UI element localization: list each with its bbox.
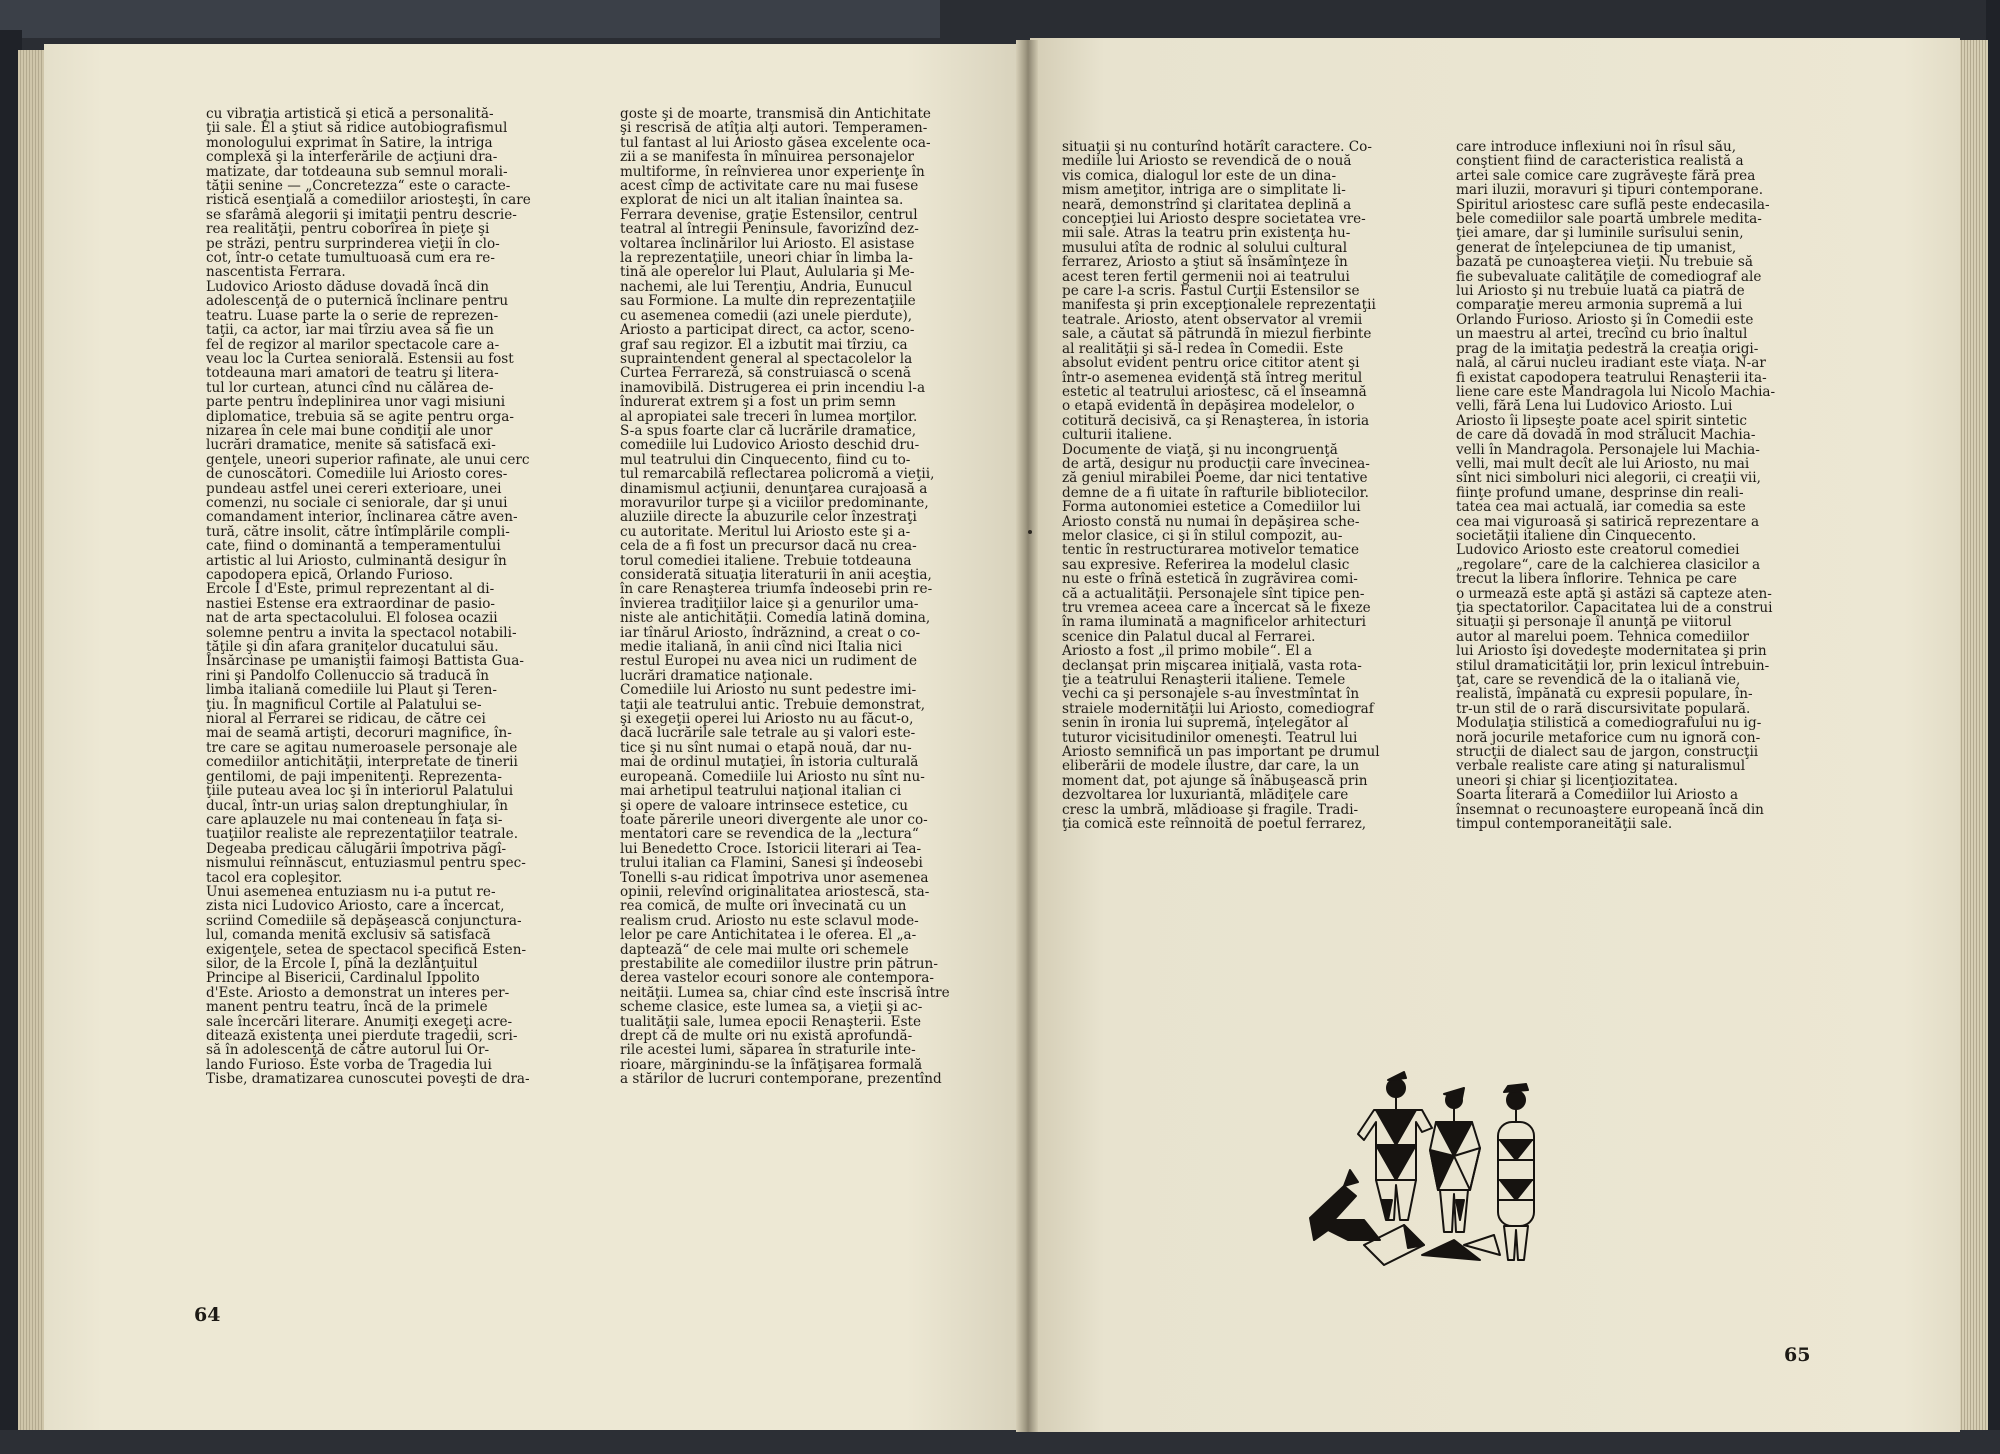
right-page-edges xyxy=(1958,40,1988,1430)
right-page-number: 65 xyxy=(1784,1344,1811,1366)
left-page-column-1: cu vibraţia artistică şi etică a personalită- ţii sale. El a ştiut să ridice autobiografismul monologului exprimat în Satire, la intriga complexă şi la interferările de acţiuni dra- matizate, dar totdeauna sub semnul morali- tăţii senine — „Concretezza“ este o caracte- ristică esenţială a comediilor ariosteşti, în care se sfarâmă alegorii şi imitaţii pentru descrie- rea realităţii, pentru coborîrea în pieţe şi pe străzi, pentru surprinderea vieţii în clo- cot, într-o cetate tumultuoasă cum era re- nascentista Ferrara. Ludovico Ariosto dăduse dovadă încă din adolescenţă de o puternică înclinare pentru teatru. Luase parte la o serie de reprezen- taţii, ca actor, iar mai tîrziu avea să fie un fel de regizor al marilor spectacole care a- veau loc la Curtea seniorală. Estensii au fost totdeauna mari amatori de teatru şi litera- tul lor curtean, atunci cînd nu călărea de- parte pentru îndeplinirea unor vagi misiuni diplomatice, trebuia să se agite pentru orga- nizarea în cele mai bune condiţii ale unor lucrări dramatice, menite să satisfacă exi- genţele, uneori superior rafinate, ale unui cerc de cunoscători. Comediile lui Ariosto cores- pundeau astfel unei cereri exterioare, unei comenzi, nu sociale ci seniorale, dar şi unui comandament interior, înclinarea către aven- tură, către insolit, către întîmplările compli- cate, fiind o dominantă a temperamentului artistic al lui Ariosto, culminantă desigur în capodopera epică, Orlando Furioso. Ercole I d'Este, primul reprezentant al di- nastiei Estense era extraordinar de pasio- nat de arta spectacolului. El folosea ocazii solemne pentru a invita la spectacol notabili- tăţile şi din afara graniţelor ducatului său. Însărcinase pe umaniştii faimoşi Battista Gua- rini şi Pandolfo Collenuccio să traducă în limba italiană comediile lui Plaut şi Teren- ţiu. În magnificul Cortile al Palatului se- nioral al Ferrarei se ridicau, de către cei mai de seamă artişti, decoruri magnifice, în- tre care se agitau numeroasele personaje ale comediilor antichităţii, interpretate de tinerii gentilomi, de paji impenitenţi. Reprezenta- ţiile puteau avea loc şi în interiorul Palatului ducal, într-un uriaş salon dreptunghiular, în care aplauzele nu mai conteneau în faţa si- tuaţiilor realiste ale reprezentaţiilor teatrale. Degeaba predicau călugării împotriva păgî- nismului reînnăscut, entuziasmul pentru spec- tacol era copleşitor. Unui asemenea entuziasm nu i-a putut re- zista nici Ludovico Ariosto, care a încercat, scriind Comediile să depăşească conjunctura- lul, comanda menită exclusiv să satisfacă exigenţele, setea de spectacol specifică Esten- silor, de la Ercole I, pînă la dezlănţuitul Principe al Bisericii, Cardinalul Ippolito d'Este. Ariosto a demonstrat un interes per- manent pentru teatru, încă de la primele sale încercări literare. Anumiţi exegeţi acre- ditează existenţa unei pierdute tragedii, scri- să în adolescenţă de către autorul lui Or- lando Furioso. Este vorba de Tragedia lui Tisbe, dramatizarea cunoscutei poveşti de dra- xyxy=(206,106,531,1088)
book-cover-right xyxy=(1986,0,2000,1454)
harlequin-figures-illustration xyxy=(1304,1070,1566,1275)
book-cover-top xyxy=(0,0,940,38)
left-page-edges xyxy=(18,50,46,1430)
left-page-number: 64 xyxy=(194,1304,221,1326)
right-page-column-2: care introduce inflexiuni noi în rîsul său, conştient fiind de caracteristica realistă a artei sale comice care zugrăveşte fără prea mari iluzii, moravuri şi tipuri contemporane. Spiritul ariostesc care suflă peste endecasila- bele comediilor sale poartă umbrele medita- ţiei amare, dar şi luminile surîsului senin, generat de înţelepciunea de tip umanist, bazată pe cunoaşterea vieţii. Nu trebuie să fie subevaluate calităţile de comediograf ale lui Ariosto şi nu trebuie luată ca piatră de comparaţie mereu armonia supremă a lui Orlando Furioso. Ariosto şi în Comedii este un maestru al artei, trecînd cu brio înaltul prag de la imitaţia pedestră la creaţia origi- nală, al cărui nucleu iradiant este viaţa. N-ar fi existat capodopera teatrului Renaşterii ita- liene care este Mandragola lui Nicolo Machia- velli, fără Lena lui Ludovico Ariosto. Lui Ariosto îi lipseşte poate acel spirit sintetic de care dă dovadă în mod strălucit Machia- velli în Mandragola. Personajele lui Machia- velli, mai mult decît ale lui Ariosto, nu mai sînt nici simboluri nici alegorii, ci creaţii vii, fiinţe profund umane, desprinse din reali- tatea cea mai actuală, iar comedia sa este cea mai viguroasă şi satirică reprezentare a societăţii italiene din Cinquecento. Ludovico Ariosto este creatorul comediei „regolare“, care de la calchierea clasicilor a trecut la libera înflorire. Tehnica pe care o urmează este aptă şi astăzi să capteze aten- ţia spectatorilor. Capacitatea lui de a construi situaţii şi personaje îl anunţă pe viitorul autor al marelui poem. Tehnica comediilor lui Ariosto îşi dovedeşte modernitatea şi prin stilul dramaticităţii lor, prin lexicul întrebuin- ţat, care se revendică de la o italiană vie, realistă, împănată cu expresii populare, în- tr-un stil de o rară discursivitate populară. Modulaţia stilistică a comediografului nu ig- noră jocurile metaforice cum nu ignoră con- strucţii de dialect sau de jargon, construcţii verbale realiste care ating şi naturalismul uneori şi chiar şi licenţiozitatea. Soarta literară a Comediilor lui Ariosto a însemnat o recunoaştere europeană încă din timpul contemporaneităţii sale. xyxy=(1456,139,1776,833)
right-page-column-1: situaţii şi nu conturînd hotărît caractere. Co- mediile lui Ariosto se revendică de o nouă vis comica, dialogul lor este de un dina- mism ameţitor, intriga are o simplitate li- neară, demonstrînd şi claritatea deplină a concepţiei lui Ariosto despre societatea vre- mii sale. Atras la teatru prin existenţa hu- musului atîta de rodnic al solului cultural ferrarez, Ariosto a ştiut să însămînţeze în acest teren fertil germenii noi ai teatrului pe care l-a scris. Fastul Curţii Estensilor se manifesta şi prin excepţionalele reprezentaţii teatrale. Ariosto, atent observator al vremii sale, a căutat să pătrundă în miezul fierbinte al realităţii şi să-l redea în Comedii. Este absolut evident pentru orice cititor atent şi într-o asemenea evidenţă stă întreg meritul estetic al teatrului ariostesc, că el înseamnă o etapă evidentă în depăşirea modelelor, o cotitură decisivă, ca şi Renaşterea, în istoria culturii italiene. Documente de viaţă, şi nu incongruenţă de artă, desigur nu producţii care învecinea- ză geniul mirabilei Poeme, dar nici tentative demne de a fi uitate în rafturile bibliotecilor. Forma autonomiei estetice a Comediilor lui Ariosto constă nu numai în depăşirea sche- melor clasice, ci şi în stilul compozit, au- tentic în restructurarea motivelor tematice sau expresive. Referirea la modelul clasic nu este o frînă estetică în zugrăvirea comi- că a actualităţii. Personajele sînt tipice pen- tru vremea aceea care a încercat să le fixeze în rama iluminată a magnificelor arhitecturi scenice din Palatul ducal al Ferrarei. Ariosto a fost „il primo mobile“. El a declanşat prin mişcarea iniţială, vasta rota- ţie a teatrului Renaşterii italiene. Temele vechi ca şi personajele s-au învestmîntat în straiele modernităţii lui Ariosto, comediograf senin în ironia lui supremă, înţelegător al tuturor vicisitudinilor omeneşti. Teatrul lui Ariosto semnifică un pas important pe drumul eliberării de modele ilustre, dar care, la un moment dat, pot ajunge să înăbuşească prin dezvoltarea lor luxuriantă, mlădiţele care cresc la umbră, mlădioase şi fragile. Tradi- ţia comică este reînnoită de poetul ferrarez, xyxy=(1062,139,1380,833)
gutter-mark xyxy=(1028,530,1032,534)
book-gutter xyxy=(1016,40,1038,1432)
book-bottom-edge xyxy=(0,1430,2000,1454)
left-page-column-2: goste şi de moarte, transmisă din Antichitate şi rescrisă de atîţia alţi autori. Temperamen- tul fantast al lui Ariosto găsea excelente oca- zii a se manifesta în mînuirea personajelor multiforme, în reînvierea unor experienţe în acest cîmp de activitate care nu mai fusese explorat de nici un alt italian înaintea sa. Ferrara devenise, graţie Estensilor, centrul teatral al întregii Peninsule, favorizînd dez- voltarea înclinărilor lui Ariosto. El asistase la reprezentaţiile, uneori chiar în limba la- tină ale operelor lui Plaut, Aulularia şi Me- nachemi, ale lui Terenţiu, Andria, Eunucul sau Formione. La multe din reprezentaţiile cu asemenea comedii (azi unele pierdute), Ariosto a participat direct, ca actor, sceno- graf sau regizor. El a izbutit mai tîrziu, ca supraintendent general al spectacolelor la Curtea Ferrareză, să construiască o scenă inamovibilă. Distrugerea ei prin incendiu l-a îndurerat extrem şi a fost un prim semn al apropiatei sale treceri în lumea morţilor. S-a spus foarte clar că lucrările dramatice, comediile lui Ludovico Ariosto deschid dru- mul teatrului din Cinquecento, fiind cu to- tul remarcabilă reflectarea policromă a vieţii, dinamismul acţiunii, denunţarea curajoasă a moravurilor turpe şi a viciilor predominante, aluziile directe la abuzurile celor înzestraţi cu autoritate. Meritul lui Ariosto este şi a- cela de a fi fost un precursor dacă nu crea- torul comediei italiene. Trebuie totdeauna considerată situaţia literaturii în anii aceştia, în care Renaşterea triumfa îndeosebi prin re- învierea tradiţiilor laice şi a genurilor uma- niste ale antichităţii. Comedia latină domina, iar tînărul Ariosto, îndrăznind, a creat o co- medie italiană, în anii cînd nici Italia nici restul Europei nu avea nici un rudiment de lucrări dramatice naţionale. Comediile lui Ariosto nu sunt pedestre imi- taţii ale teatrului antic. Trebuie demonstrat, şi exegeţii operei lui Ariosto nu au făcut-o, dacă lucrările sale tetrale au şi valori este- tice şi nu sînt numai o etapă nouă, dar nu- mai de ordinul mutaţiei, în istoria culturală europeană. Comediile lui Ariosto nu sînt nu- mai arhetipul teatrului naţional italian ci şi opere de valoare intrinsece estetice, cu toate părerile uneori divergente ale unor co- mentatori care se revendica de la „lectura“ lui Benedetto Croce. Istoricii literari ai Tea- trului italian ca Flamini, Sanesi şi îndeosebi Tonelli s-au ridicat împotriva unor asemenea opinii, relevînd originalitatea ariostescă, sta- rea comică, de multe ori învecinată cu un realism crud. Ariosto nu este sclavul mode- lelor pe care Antichitatea i le oferea. El „a- daptează“ de cele mai multe ori schemele prestabilite ale comediilor ilustre prin pătrun- derea vastelor ecouri sonore ale contempora- neităţii. Lumea sa, chiar cînd este înscrisă între scheme clasice, este lumea sa, a vieţii şi ac- tualităţii sale, lumea epocii Renaşterii. Este drept că de multe ori nu există aprofundă- rile acestei lumi, săparea în straturile inte- rioare, mărginindu-se la înfăţişarea formală a stărilor de lucruri contemporane, prezentînd xyxy=(620,106,950,1088)
